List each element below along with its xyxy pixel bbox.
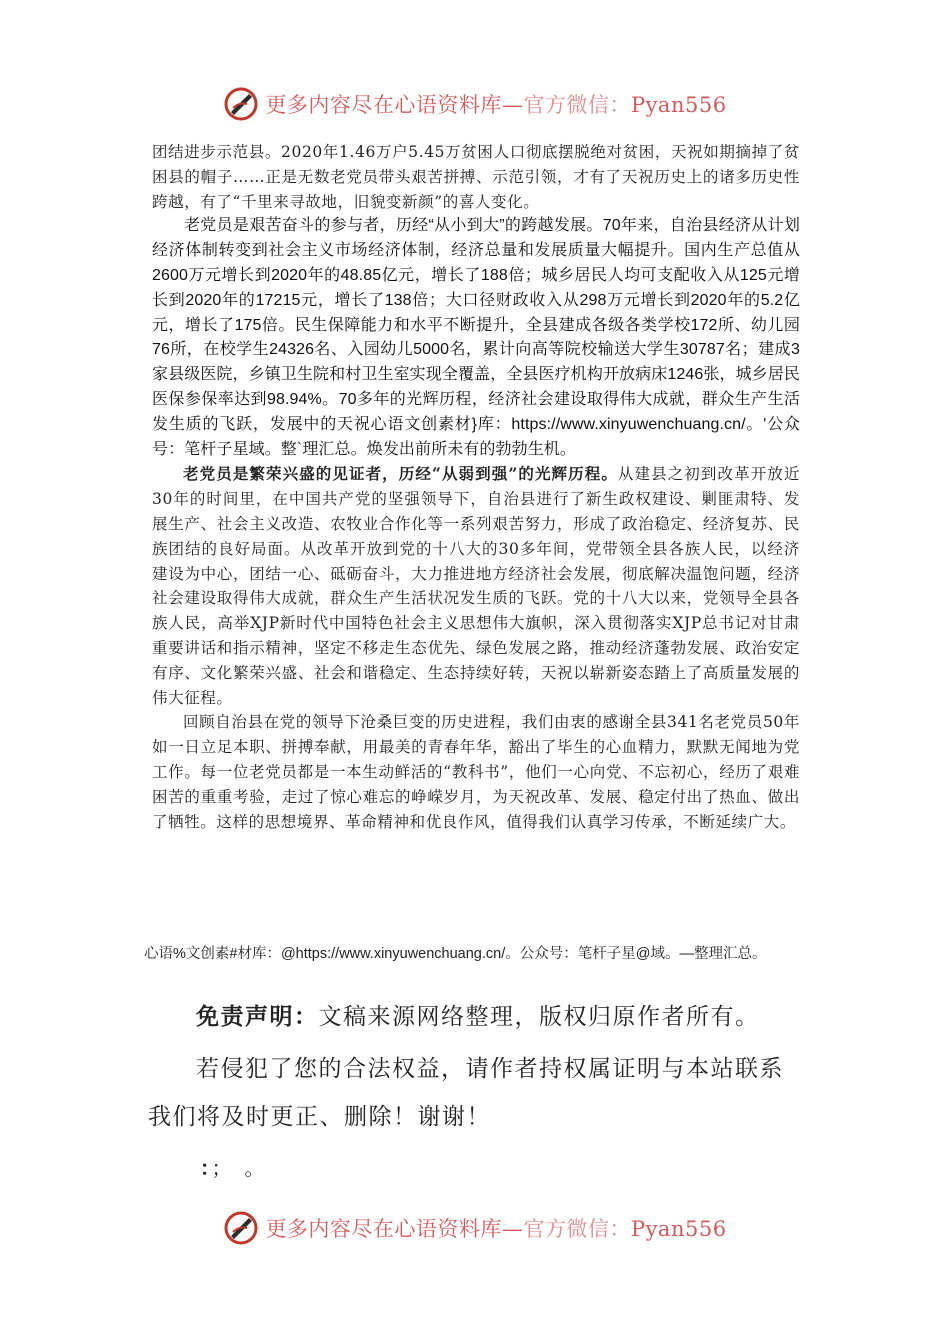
disclaimer-line-1: 免责声明：文稿来源网络整理，版权归原作者所有。 [196, 1004, 760, 1030]
disclaimer-line-4: ：； 。 [200, 1156, 266, 1180]
paragraph-3-heading: 老党员是繁荣兴盛的见证者，历经“从弱到强”的光辉历程。 [183, 464, 618, 484]
paragraph-4: 回顾自治县在党的领导下沧桑巨变的历史进程，我们由衷的感谢全县341名老党员50年如一日立足本职、拼搏奉献，用最美的青春年华，豁出了毕生的心血精力，默默无闻地为党工作。每一位老党员都是一本生动鲜活的“教科书”，他们一心向党、不忘初心，经历了艰难困苦的重重考验，走过了惊心难忘的峥嵘岁月，为天祝改革、发展、稳定付出了热血、做出了牺牲。这样的思想境界、革命精神和优良作风，值得我们认真学习传承，不断延续广大。 [152, 713, 800, 831]
banner-text: 更多内容尽在心语资料库—官方微信：Pyan556 [265, 1217, 727, 1241]
brand-logo-icon [223, 86, 259, 122]
paragraph-3-text: 从建县之初到改革开放近30年的时间里，在中国共产党的坚强领导下，自治县进行了新生政权建设、剿匪肃特、发展生产、社会主义改造、农牧业合作化等一系列艰苦努力，形成了政治稳定、经济复苏、民族团结的良好局面。从改革开放到党的十八大的30多年间，党带领全县各族人民，以经济建设为中心，团结一心、砥砺奋斗，大力推进地方经济社会发展，彻底解决温饱问题，经济社会建设取得伟大成就，群众生产生活状况发生质的飞跃。党的十八大以来，党领导全县各族人民，高举XJP新时代中国特色社会主义思想伟大旗帜，深入贯彻落实XJP总书记对甘肃重要讲话和指示精神，坚定不移走生态优先、绿色发展之路，推动经济蓬勃发展、政治安定有序、文化繁荣兴盛、社会和谐稳定、生态持续好转，天祝以崭新姿态踏上了高质量发展的伟大征程。 [152, 465, 800, 707]
disclaimer-line-2: 若侵犯了您的合法权益，请作者持权属证明与本站联系 [196, 1056, 784, 1082]
source-note: 心语%文创素#材库：@https://www.xinyuwenchuang.cn/。公众号：笔杆子星@域。—整理汇总。 [144, 946, 767, 962]
paragraph-2: 老党员是艰苦奋斗的参与者，历经“从小到大”的跨越发展。70年来，自治县经济从计划经济体制转变到社会主义市场经济体制，经济总量和发展质量大幅提升。国内生产总值从2600万元增长到2020年的48.85亿元，增长了188倍；城乡居民人均可支配收入从125元增长到2020年的17215元，增长了138倍；大口径财政收入从298万元增长到2020年的5.2亿元，增长了175倍。民生保障能力和水平不断提升，全县建成各级各类学校172所、幼儿园 76所，在校学生24326名、入园幼儿5000名，累计向高等院校输送大学生30787名；建成3家县级医院，乡镇卫生院和村卫生室实现全覆盖，全县医疗机构开放病床1246张，城乡居民医保参保率达到98.94%。70多年的光辉历程，经济社会建设取得伟大成就，群众生产生活发生质的飞跃，发展中的天祝心语文创素材}库：https://www.xinyuwenchuang.cn/。'公众号：笔杆子星域。整`理汇总。焕发出前所未有的勃勃生机。 [152, 217, 817, 458]
document-body [152, 140, 817, 834]
disclaimer-label: 免责声明： [196, 1004, 319, 1030]
disclaimer-line-3: 我们将及时更正、删除！谢谢！ [148, 1104, 491, 1130]
header-banner [0, 84, 950, 124]
paragraph-1: 团结进步示范县。2020年1.46万户5.45万贫困人口彻底摆脱绝对贫困，天祝如期摘掉了贫困县的帽子……正是无数老党员带头艰苦拼搏、示范引领，才有了天祝历史上的诸多历史性跨越，有了“千里来寻故地，旧貌变新颜”的喜人变化。 [152, 143, 800, 211]
footer-banner [0, 1208, 950, 1248]
paragraph-3 [152, 462, 800, 710]
banner-text: 更多内容尽在心语资料库—官方微信：Pyan556 [265, 93, 727, 117]
brand-logo-icon [223, 1210, 259, 1246]
